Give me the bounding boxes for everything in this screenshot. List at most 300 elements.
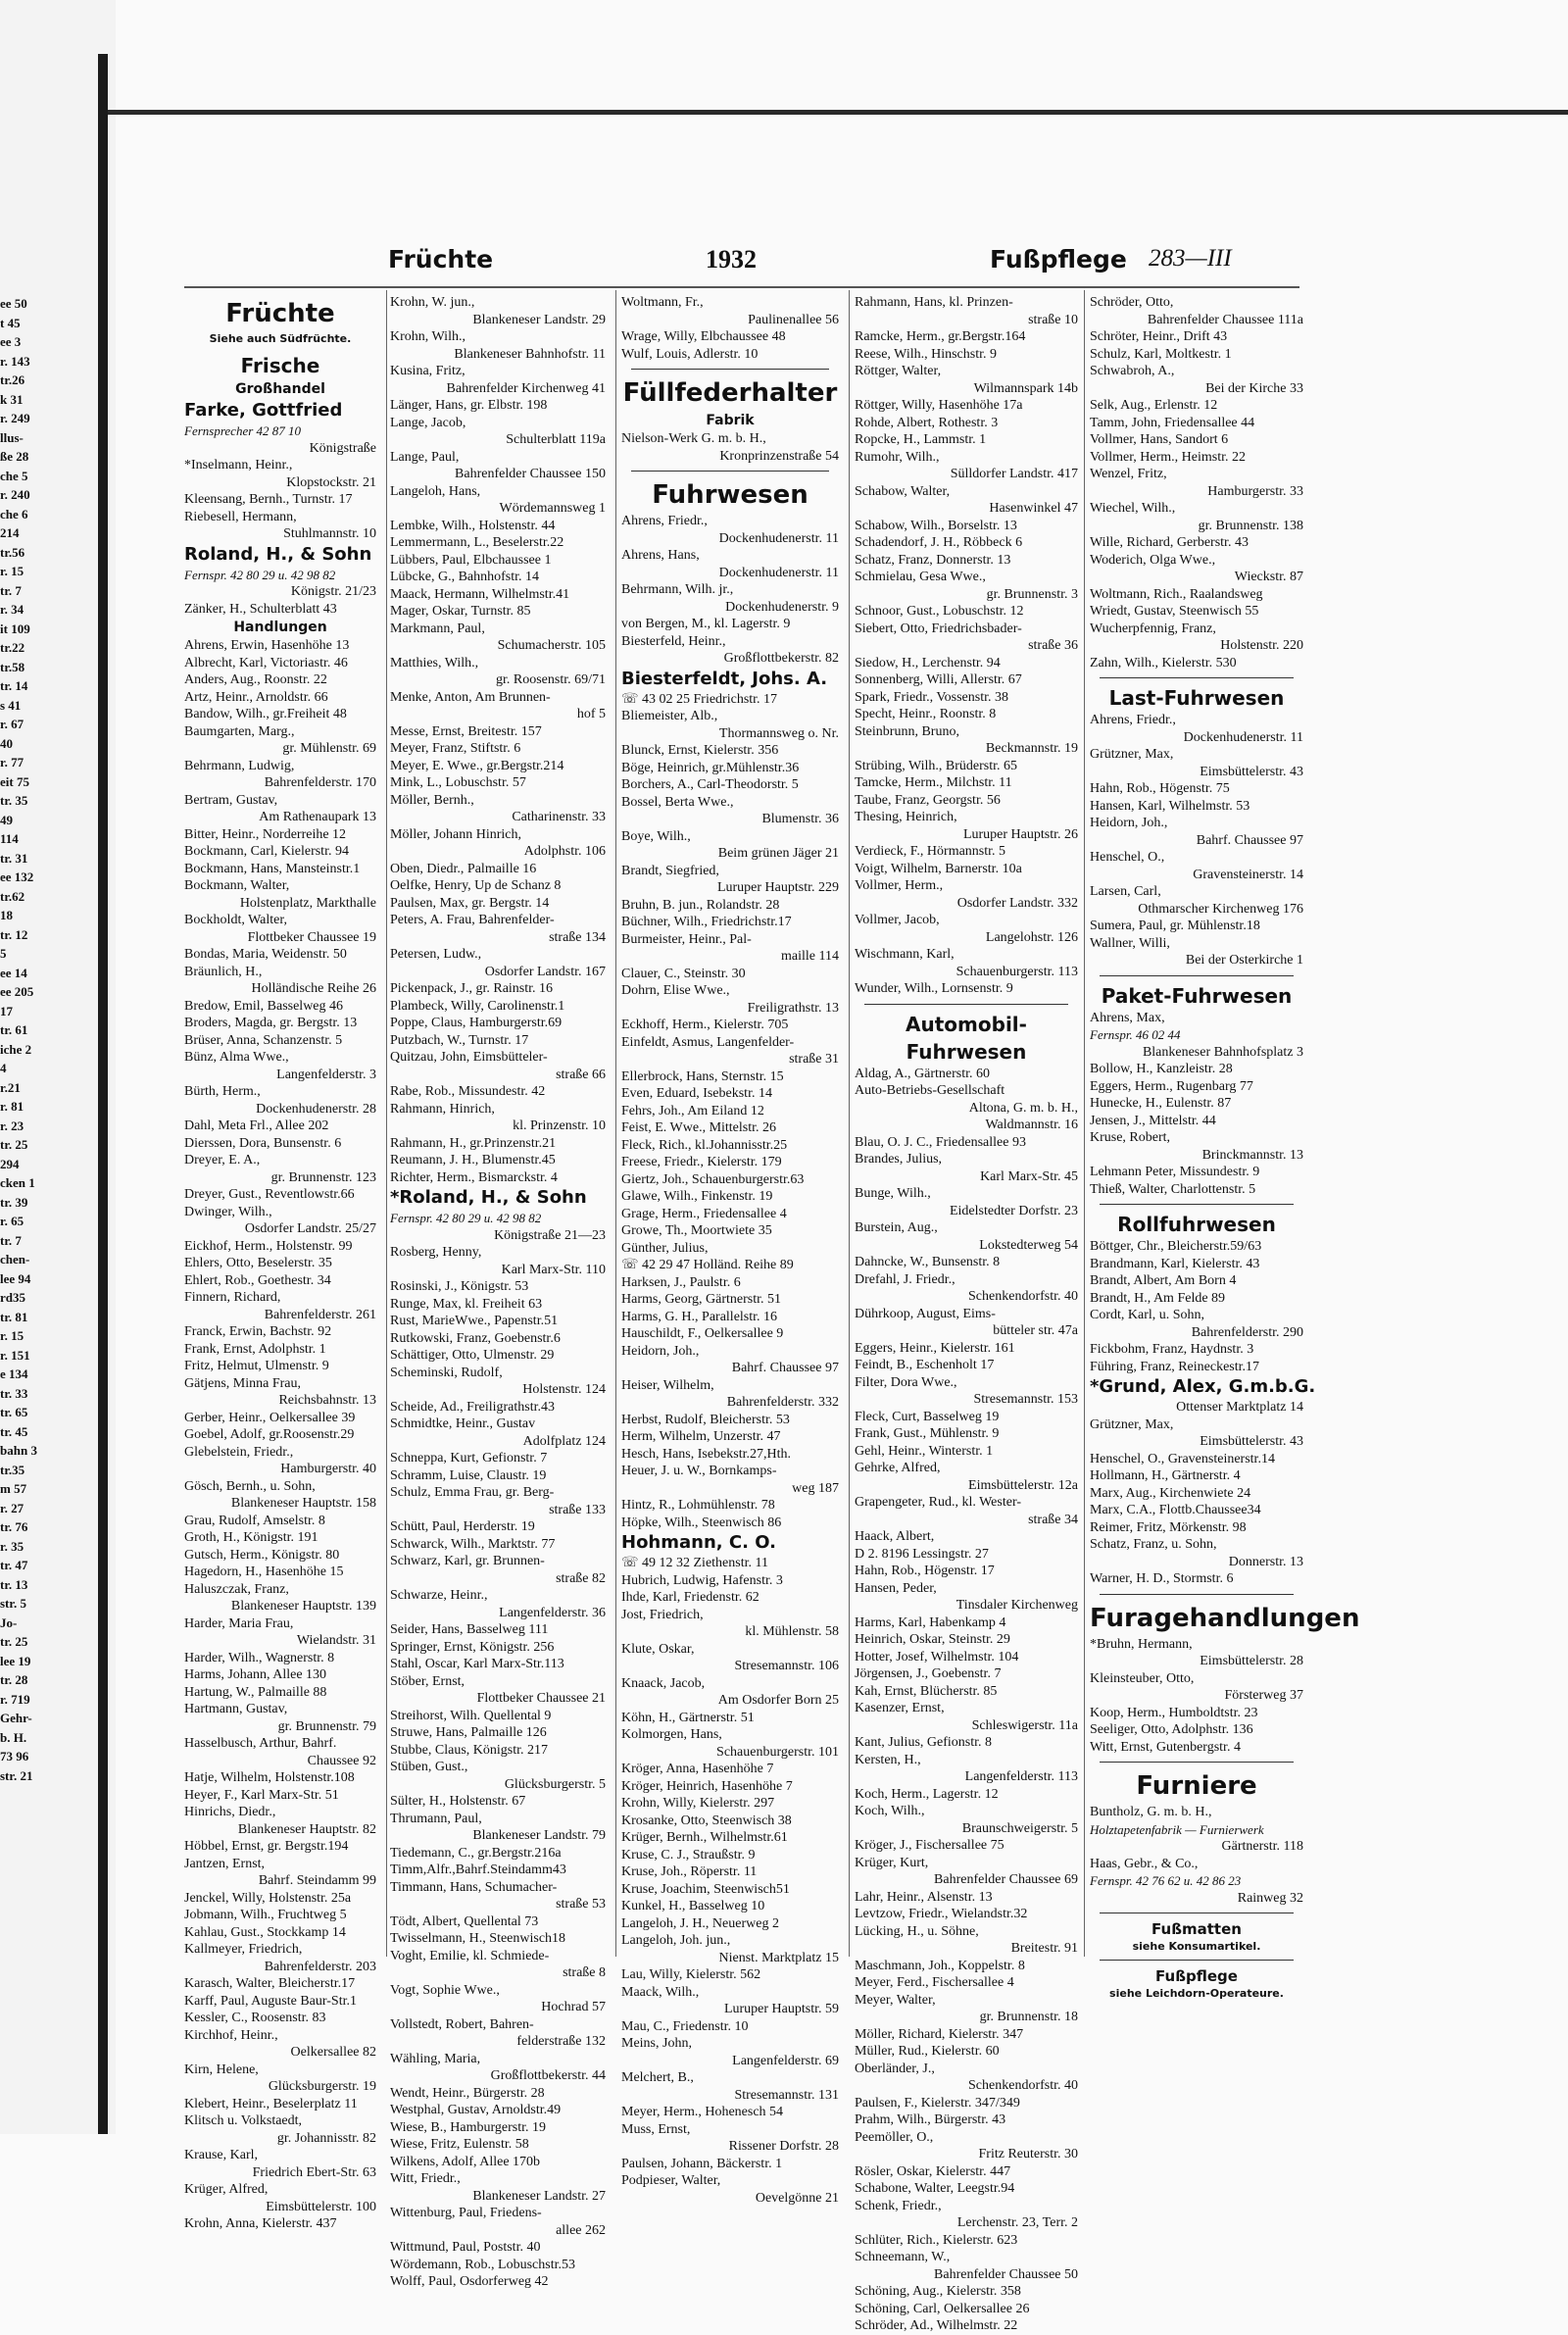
- section-heading: Paket-Fuhrwesen: [1101, 983, 1293, 1008]
- listing-entry: Reumann, J. H., Blumenstr.45: [390, 1153, 556, 1168]
- fragment-line: ee 205: [0, 984, 34, 999]
- listing-entry: Sumera, Paul, gr. Mühlenstr.18: [1090, 919, 1260, 933]
- section-divider: [1100, 1960, 1294, 1961]
- listing-entry: Cordt, Karl, u. Sohn,: [1090, 1308, 1205, 1322]
- section-heading: Rollfuhrwesen: [1117, 1213, 1276, 1236]
- listing-continuation: Adolfplatz 124: [522, 1433, 606, 1449]
- directory-column-1: [184, 294, 376, 2231]
- listing-continuation: Oelkersallee 82: [290, 2045, 376, 2060]
- listing-entry: Glawe, Wilh., Finkenstr. 19: [621, 1189, 773, 1204]
- listing-entry: Schättiger, Otto, Ulmenstr. 29: [390, 1348, 555, 1363]
- listing-entry: Kusina, Fritz,: [390, 364, 466, 378]
- fragment-line: str. 5: [0, 1596, 26, 1611]
- listing-continuation: Catharinenstr. 33: [512, 810, 606, 824]
- header-rule: [184, 286, 1299, 288]
- listing-entry: Jobmann, Wilh., Fruchtweg 5: [184, 1908, 347, 1922]
- listing-continuation: Bahrenfelder Kirchenweg 41: [446, 380, 606, 396]
- listing-continuation: Am Osdorfer Born 25: [717, 1693, 839, 1708]
- listing-continuation: Langenfelderstr. 69: [732, 2053, 839, 2068]
- listing-entry: Schabow, Wilh., Borselstr. 13: [855, 518, 1017, 533]
- listing-entry: Wille, Richard, Gerberstr. 43: [1090, 535, 1249, 550]
- bold-listing: Hohmann, C. O.: [621, 1532, 776, 1553]
- listing-entry: Haluszczak, Franz,: [184, 1581, 289, 1597]
- listing-entry: Westphal, Gustav, Arnoldstr.49: [390, 2103, 562, 2117]
- listing-entry: Vollmer, Hans, Sandort 6: [1090, 432, 1229, 447]
- fragment-line: r. 81: [0, 1099, 24, 1114]
- listing-entry: Mink, L., Lobuschstr. 57: [390, 775, 526, 790]
- listing-continuation: gr. Brunnenstr. 79: [277, 1718, 376, 1734]
- listing-entry: Wiese, B., Hamburgerstr. 19: [390, 2119, 546, 2135]
- listing-entry: Quitzau, John, Eimsbütteler-: [390, 1050, 548, 1065]
- listing-entry: Schlüter, Rich., Kielerstr. 623: [855, 2232, 1018, 2248]
- listing-entry: Broders, Magda, gr. Bergstr. 13: [184, 1016, 358, 1030]
- listing-continuation: straße 8: [563, 1965, 606, 1980]
- listing-continuation: Langenfelderstr. 36: [499, 1605, 606, 1620]
- listing-continuation: Luruper Hauptstr. 229: [716, 880, 839, 895]
- bold-listing: *Grund, Alex, G.m.b.G.: [1090, 1376, 1316, 1397]
- listing-continuation: Blankeneser Bahnhofsplatz 3: [1142, 1044, 1303, 1060]
- listing-continuation: Bei der Osterkirche 1: [1185, 953, 1303, 968]
- listing-entry: Dahl, Meta Frl., Allee 202: [184, 1118, 329, 1133]
- listing-entry: Kasenzer, Ernst,: [855, 1701, 945, 1715]
- listing-continuation: gr. Roosenstr. 69/71: [495, 672, 606, 687]
- fragment-line: tr. 65: [0, 1405, 28, 1419]
- column-divider: [386, 290, 387, 1957]
- listing-entry: Wiese, Fritz, Eulenstr. 58: [390, 2137, 529, 2152]
- section-heading: Automobil-Fuhrwesen: [906, 1012, 1027, 1064]
- fragment-line: tr. 7: [0, 1232, 22, 1248]
- listing-entry: Köhn, H., Gärtnerstr. 51: [621, 1710, 755, 1725]
- fragment-line: Gehr-: [0, 1711, 32, 1725]
- cross-reference-note: siehe Leichdorn-Operateure.: [1109, 1987, 1284, 2000]
- listing-entry: Krüger, Kurt,: [855, 1855, 929, 1870]
- fragment-line: 294: [0, 1156, 20, 1171]
- listing-continuation: Stresemannstr. 153: [973, 1392, 1078, 1407]
- listing-entry: Springer, Ernst, Königstr. 256: [390, 1639, 555, 1655]
- listing-entry: Ahrens, Hans,: [621, 548, 700, 563]
- listing-entry: Heiser, Wilhelm,: [621, 1377, 714, 1393]
- listing-entry: Wolff, Paul, Osdorferweg 42: [390, 2274, 549, 2289]
- fragment-line: r. 27: [0, 1500, 24, 1515]
- listing-entry: Woderich, Olga Wwe.,: [1090, 552, 1216, 568]
- listing-continuation: straße 53: [556, 1897, 606, 1912]
- listing-entry: Brandt, Albert, Am Born 4: [1090, 1273, 1237, 1288]
- listing-entry: Oelfke, Henry, Up de Schanz 8: [390, 878, 562, 893]
- section-heading: Füllfederhalter: [622, 378, 838, 408]
- listing-continuation: Nienst. Marktplatz 15: [718, 1950, 839, 1965]
- listing-entry: Bunge, Wilh.,: [855, 1186, 931, 1201]
- listing-continuation: Bei der Kirche 33: [1205, 380, 1303, 396]
- listing-entry: Feist, E. Wwe., Mittelstr. 26: [621, 1120, 777, 1135]
- listing-entry: Feindt, B., Eschenholt 17: [855, 1358, 995, 1372]
- listing-continuation: Wielandstr. 31: [296, 1633, 376, 1648]
- listing-entry: Koch, Herm., Lagerstr. 12: [855, 1786, 999, 1802]
- listing-entry: Fickbohm, Franz, Haydnstr. 3: [1090, 1342, 1254, 1357]
- listing-entry: Tiedemann, C., gr.Bergstr.216a: [390, 1845, 562, 1861]
- listing-entry: Kant, Julius, Gefionstr. 8: [855, 1735, 992, 1750]
- listing-entry: Vollstedt, Robert, Bahren-: [390, 2016, 534, 2032]
- listing-entry: Jensen, J., Mittelstr. 44: [1090, 1113, 1216, 1128]
- subsection-heading: Fabrik: [706, 413, 755, 428]
- listing-entry: Dreyer, Gust., Reventlowstr.66: [184, 1187, 355, 1202]
- listing-entry: Maack, Hermann, Wilhelmstr.41: [390, 586, 570, 602]
- fragment-line: k 31: [0, 391, 24, 407]
- listing-entry: Vollmer, Herm., Heimstr. 22: [1090, 449, 1246, 465]
- listing-entry: Wucherpfennig, Franz,: [1090, 621, 1216, 636]
- scan-frame-edge: [108, 110, 1568, 115]
- listing-continuation: Bahrenfelder Chaussee 50: [934, 2266, 1078, 2282]
- listing-entry: Krohn, Anna, Kielerstr. 437: [184, 2216, 337, 2231]
- fragment-line: r.21: [0, 1079, 21, 1095]
- listing-continuation: Paulinenallee 56: [748, 312, 839, 327]
- listing-entry: Tödt, Albert, Quellental 73: [390, 1913, 539, 1929]
- listing-continuation: straße 36: [1028, 638, 1078, 653]
- listing-entry: Wendt, Heinr., Bürgerstr. 28: [390, 2085, 545, 2101]
- listing-entry: Schadendorf, J. H., Röbbeck 6: [855, 535, 1023, 550]
- listing-continuation: Stresemannstr. 106: [734, 1659, 839, 1673]
- listing-entry: Twisselmann, H., Steenwisch18: [390, 1931, 566, 1946]
- listing-continuation: Osdorfer Landstr. 332: [956, 895, 1078, 911]
- listing-continuation: Othmarscher Kirchenweg 176: [1138, 901, 1303, 917]
- directory-column-2: [390, 294, 606, 2289]
- listing-entry: Vogt, Sophie Wwe.,: [390, 1982, 500, 1998]
- listing-entry: Bredow, Emil, Basselweg 46: [184, 998, 344, 1014]
- listing-entry: Riebesell, Hermann,: [184, 509, 297, 524]
- listing-entry: Ropcke, H., Lammstr. 1: [855, 432, 987, 447]
- listing-continuation: gr. Johannisstr. 82: [276, 2130, 376, 2146]
- subsection-heading: Handlungen: [233, 620, 327, 635]
- listing-entry: Meins, John,: [621, 2036, 692, 2051]
- listing-entry: Schenk, Friedr.,: [855, 2198, 942, 2213]
- running-header: [372, 245, 1303, 284]
- listing-entry: Rumohr, Wilh.,: [855, 449, 940, 465]
- listing-entry: Brandes, Julius,: [855, 1152, 943, 1167]
- listing-continuation: Stresemannstr. 131: [734, 2087, 839, 2103]
- listing-entry: Finnern, Richard,: [184, 1290, 281, 1305]
- listing-entry: Vollmer, Herm.,: [855, 878, 944, 893]
- listing-entry: Schramm, Luise, Claustr. 19: [390, 1467, 547, 1483]
- listing-entry: Böttger, Chr., Bleicherstr.59/63: [1090, 1239, 1262, 1254]
- listing-entry: Hesch, Hans, Isebekstr.27,Hth.: [621, 1446, 792, 1462]
- listing-continuation: Friedrich Ebert-Str. 63: [252, 2164, 376, 2180]
- fragment-line: chen-: [0, 1252, 30, 1267]
- listing-entry: Struwe, Hans, Palmaille 126: [390, 1725, 547, 1740]
- listing-continuation: Bahrenfelderstr. 332: [726, 1395, 839, 1410]
- listing-continuation: Luruper Hauptstr. 26: [962, 826, 1078, 842]
- listing-continuation: Blankeneser Hauptstr. 82: [237, 1821, 376, 1837]
- fragment-line: r. 719: [0, 1691, 30, 1707]
- section-heading: Fuhrwesen: [652, 480, 808, 510]
- listing-entry: Siebert, Otto, Friedrichsbader-: [855, 621, 1022, 636]
- listing-entry: Lehmann Peter, Missundestr. 9: [1090, 1165, 1260, 1179]
- listing-entry: Biesterfeld, Heinr.,: [621, 633, 726, 649]
- listing-entry: Grapengeter, Rud., kl. Wester-: [855, 1495, 1021, 1510]
- listing-entry: Selk, Aug., Erlenstr. 12: [1090, 398, 1218, 413]
- header-left-keyword: Früchte: [388, 245, 494, 273]
- listing-entry: Fritz, Helmut, Ulmenstr. 9: [184, 1359, 329, 1373]
- fragment-line: Jo-: [0, 1615, 18, 1630]
- bold-listing: Roland, H., & Sohn: [184, 543, 372, 565]
- listing-entry: Führing, Franz, Reineckestr.17: [1090, 1359, 1260, 1374]
- section-divider: [631, 369, 829, 370]
- fragment-line: r. 34: [0, 602, 24, 617]
- listing-entry: Frank, Ernst, Adolphstr. 1: [184, 1341, 326, 1357]
- listing-continuation: weg 187: [792, 1480, 839, 1496]
- listing-entry: Rutkowski, Franz, Goebenstr.6: [390, 1330, 561, 1346]
- listing-entry: Langeloh, Hans,: [390, 483, 481, 499]
- listing-entry: Strübing, Wilh., Brüderstr. 65: [855, 758, 1018, 773]
- fragment-line: tr. 47: [0, 1558, 28, 1572]
- listing-entry: Buntholz, G. m. b. H.,: [1090, 1805, 1212, 1819]
- header-year: 1932: [706, 245, 757, 273]
- listing-entry: Bondas, Maria, Weidenstr. 50: [184, 947, 347, 962]
- listing-entry: Zänker, H., Schulterblatt 43: [184, 601, 337, 617]
- listing-entry: Hunecke, H., Eulenstr. 87: [1090, 1096, 1232, 1111]
- listing-entry: Höpke, Wilh., Steenwisch 86: [621, 1515, 782, 1530]
- listing-continuation: Schulterblatt 119a: [506, 432, 606, 447]
- listing-continuation: Gravensteinerstr. 14: [1193, 867, 1303, 882]
- listing-entry: Artz, Heinr., Arnoldstr. 66: [184, 689, 328, 705]
- fragment-line: ee 3: [0, 334, 22, 349]
- listing-continuation: Schleswigerstr. 11a: [971, 1717, 1078, 1733]
- listing-entry: Blau, O. J. C., Friedensallee 93: [855, 1134, 1026, 1150]
- listing-entry: Clauer, C., Steinstr. 30: [621, 966, 746, 981]
- fragment-line: 214: [0, 525, 20, 540]
- listing-entry: Kleinsteuber, Otto,: [1090, 1670, 1195, 1686]
- section-divider: [1100, 677, 1294, 678]
- listing-continuation: straße 66: [556, 1067, 606, 1082]
- listing-entry: Jörgensen, J., Goebenstr. 7: [855, 1666, 1002, 1681]
- fragment-line: 49: [0, 812, 13, 827]
- fragment-line: tr. 61: [0, 1022, 28, 1037]
- listing-entry: Thieß, Walter, Charlottenstr. 5: [1090, 1181, 1256, 1197]
- fragment-line: tr. 31: [0, 850, 28, 866]
- listing-entry: ☏ 42 29 47 Holländ. Reihe 89: [621, 1258, 794, 1272]
- listing-continuation: maille 114: [781, 949, 839, 964]
- listing-entry: Hagedorn, H., Hasenhöhe 15: [184, 1565, 344, 1579]
- listing-entry: Krosanke, Otto, Steenwisch 38: [621, 1813, 792, 1828]
- listing-continuation: Bahrenfelder Chaussee 69: [934, 1872, 1078, 1887]
- listing-entry: Klitsch u. Volkstaedt,: [184, 2113, 303, 2128]
- listing-entry: Ehlert, Rob., Goethestr. 34: [184, 1272, 331, 1288]
- listing-entry: Bertram, Gustav,: [184, 792, 278, 808]
- listing-continuation: Altona, G. m. b. H.,: [968, 1100, 1078, 1116]
- listing-entry: Peters, A. Frau, Bahrenfelder-: [390, 913, 555, 927]
- listing-entry: Filter, Dora Wwe.,: [855, 1374, 957, 1390]
- page-number: 283—III: [1149, 245, 1232, 272]
- fragment-line: ee 50: [0, 296, 27, 311]
- listing-continuation: Bahrf. Steindamm 99: [258, 1873, 376, 1888]
- fragment-line: t 45: [0, 315, 21, 330]
- listing-entry: Dührkoop, August, Eims-: [855, 1306, 996, 1321]
- column-divider: [849, 290, 850, 1957]
- listing-continuation: Wieckstr. 87: [1234, 570, 1303, 584]
- listing-entry: Bossel, Berta Wwe.,: [621, 794, 734, 810]
- listing-continuation: Bahrf. Chaussee 97: [731, 1361, 839, 1375]
- listing-entry: Hinrichs, Diedr.,: [184, 1805, 276, 1819]
- subsection-heading: Großhandel: [235, 381, 325, 397]
- listing-entry: Glebelstein, Friedr.,: [184, 1444, 294, 1460]
- listing-entry: Meyer, Ferd., Fischersallee 4: [855, 1975, 1014, 1990]
- listing-entry: Röttger, Walter,: [855, 364, 942, 378]
- listing-entry: Melchert, B.,: [621, 2070, 694, 2085]
- listing-entry: Kröger, Heinrich, Hasenhöhe 7: [621, 1778, 793, 1794]
- listing-entry: Seider, Hans, Basselweg 111: [390, 1622, 549, 1637]
- fragment-line: tr.35: [0, 1462, 25, 1477]
- listing-continuation: Langenfelderstr. 3: [276, 1067, 376, 1082]
- listing-continuation: Stuhlmannstr. 10: [283, 526, 376, 541]
- listing-entry: Heyer, F., Karl Marx-Str. 51: [184, 1787, 339, 1803]
- fragment-line: tr.56: [0, 544, 25, 560]
- listing-entry: Bruhn, B. jun., Rolandstr. 28: [621, 897, 780, 913]
- listing-entry: Gehrke, Alfred,: [855, 1461, 941, 1475]
- listing-entry: Hatje, Wilhelm, Holstenstr.108: [184, 1770, 355, 1785]
- listing-entry: Langeloh, Joh. jun.,: [621, 1933, 731, 1948]
- listing-continuation: straße 134: [549, 929, 606, 945]
- fragment-line: ße 28: [0, 449, 29, 464]
- listing-entry: Franck, Erwin, Bachstr. 92: [184, 1324, 332, 1339]
- fragment-line: che 6: [0, 506, 28, 522]
- listing-continuation: Adolphstr. 106: [523, 844, 606, 859]
- listing-continuation: Wilmannspark 14b: [973, 380, 1078, 396]
- fragment-line: 5: [0, 946, 7, 961]
- listing-entry: Levtzow, Friedr., Wielandstr.32: [855, 1907, 1028, 1921]
- listing-entry: Timmann, Hans, Schumacher-: [390, 1879, 558, 1895]
- listing-entry: Hahn, Rob., Högenstr. 17: [855, 1564, 995, 1578]
- listing-entry: Krüger, Alfred,: [184, 2182, 269, 2197]
- listing-entry: Bräunlich, H.,: [184, 964, 263, 979]
- phone-line: Fernsprecher 42 87 10: [184, 423, 302, 438]
- listing-continuation: Rainweg 32: [1237, 1890, 1303, 1906]
- listing-entry: Spark, Friedr., Vossenstr. 38: [855, 689, 1008, 705]
- listing-entry: Harms, Karl, Habenkamp 4: [855, 1615, 1006, 1630]
- fragment-line: iche 2: [0, 1041, 32, 1057]
- listing-entry: Schatz, Franz, u. Sohn,: [1090, 1537, 1217, 1552]
- listing-entry: Schöning, Aug., Kielerstr. 358: [855, 2284, 1021, 2299]
- listing-entry: Kallmeyer, Friedrich,: [184, 1942, 303, 1957]
- listing-continuation: Schenkendorfstr. 40: [968, 2078, 1078, 2093]
- section-heading: Furniere: [1136, 1771, 1257, 1801]
- listing-continuation: Glücksburgerstr. 5: [504, 1776, 606, 1792]
- listing-entry: Henschel, O.,: [1090, 850, 1165, 865]
- listing-entry: Kirn, Helene,: [184, 2062, 259, 2077]
- listing-entry: Henschel, O., Gravensteinerstr.14: [1090, 1451, 1275, 1466]
- listing-entry: Kruse, Joh., Röperstr. 11: [621, 1864, 758, 1879]
- fragment-line: ee 14: [0, 965, 27, 980]
- fragment-line: tr. 39: [0, 1194, 28, 1210]
- listing-entry: Herm, Wilhelm, Unzerstr. 47: [621, 1429, 781, 1444]
- listing-entry: Klebert, Heinr., Beselerplatz 11: [184, 2096, 358, 2111]
- listing-continuation: Blankeneser Landstr. 29: [472, 312, 606, 327]
- directory-column-3: [621, 294, 839, 2206]
- listing-entry: Larsen, Carl,: [1090, 884, 1161, 899]
- listing-entry: Krohn, Wilh.,: [390, 329, 466, 344]
- listing-entry: Jenckel, Willy, Holstenstr. 25a: [184, 1890, 352, 1906]
- listing-entry: Siedow, H., Lerchenstr. 94: [855, 655, 1001, 671]
- fragment-line: r. 23: [0, 1118, 24, 1133]
- fragment-line: 73 96: [0, 1749, 29, 1764]
- listing-entry: Rohde, Albert, Rothestr. 3: [855, 415, 999, 430]
- listing-entry: Specht, Heinr., Roonstr. 8: [855, 707, 997, 721]
- listing-continuation: straße 31: [789, 1052, 839, 1067]
- listing-entry: Wördemann, Rob., Lobuschstr.53: [390, 2257, 575, 2272]
- listing-entry: Rabe, Rob., Missundestr. 42: [390, 1084, 546, 1099]
- column-divider: [1084, 290, 1085, 1957]
- listing-entry: Putzbach, W., Turnstr. 17: [390, 1032, 529, 1048]
- listing-entry: Bockmann, Hans, Mansteinstr.1: [184, 861, 361, 876]
- listing-entry: Länger, Hans, gr. Elbstr. 198: [390, 398, 548, 413]
- column-divider: [615, 290, 616, 1957]
- listing-entry: Schneemann, W.,: [855, 2250, 951, 2264]
- listing-entry: Grützner, Max,: [1090, 747, 1174, 762]
- listing-entry: Burstein, Aug.,: [855, 1220, 938, 1235]
- listing-entry: Podpieser, Walter,: [621, 2173, 721, 2188]
- listing-entry: Burmeister, Heinr., Pal-: [621, 931, 752, 947]
- listing-entry: Fleck, Curt, Basselweg 19: [855, 1409, 1000, 1424]
- listing-entry: Messe, Ernst, Breitestr. 157: [390, 723, 542, 739]
- listing-continuation: Waldmannstr. 16: [985, 1118, 1078, 1132]
- listing-entry: Oberländer, J.,: [855, 2061, 935, 2076]
- listing-entry: Günther, Julius,: [621, 1240, 709, 1256]
- listing-continuation: Am Rathenaupark 13: [259, 810, 376, 824]
- listing-continuation: Beim grünen Jäger 21: [717, 846, 839, 861]
- listing-entry: Müller, Rud., Kielerstr. 60: [855, 2044, 1000, 2059]
- listing-continuation: Donnerstr. 13: [1228, 1554, 1303, 1569]
- listing-continuation: Gärtnerstr. 118: [1221, 1839, 1303, 1854]
- listing-entry: Maack, Wilh.,: [621, 1984, 700, 2000]
- fragment-line: tr.22: [0, 640, 25, 655]
- listing-continuation: Hochrad 57: [541, 2000, 606, 2014]
- listing-entry: Ahrens, Erwin, Hasenhöhe 13: [184, 638, 350, 653]
- listing-entry: Albrecht, Karl, Victoriastr. 46: [184, 655, 348, 671]
- fragment-line: m 57: [0, 1481, 27, 1496]
- fragment-line: str. 21: [0, 1767, 33, 1783]
- listing-entry: Mager, Oskar, Turnstr. 85: [390, 604, 531, 619]
- listing-entry: Kruse, Joachim, Steenwisch51: [621, 1881, 790, 1897]
- listing-continuation: straße 10: [1028, 312, 1078, 327]
- fragment-line: tr. 25: [0, 1137, 28, 1152]
- listing-entry: Dierssen, Dora, Bunsenstr. 6: [184, 1135, 342, 1151]
- listing-entry: Marx, Aug., Kirchenwiete 24: [1090, 1485, 1251, 1501]
- listing-entry: Ramcke, Herm., gr.Bergstr.164: [855, 329, 1026, 344]
- listing-entry: Koch, Wilh.,: [855, 1804, 925, 1818]
- header-right-keyword: Fußpflege: [990, 245, 1127, 273]
- listing-continuation: Karl Marx-Str. 45: [980, 1168, 1078, 1184]
- listing-entry: Meyer, E. Wwe., gr.Bergstr.214: [390, 758, 564, 773]
- fragment-line: lee 19: [0, 1653, 31, 1668]
- listing-continuation: Bahrenfelder Chaussee 150: [455, 467, 606, 481]
- listing-continuation: Fritz Reuterstr. 30: [978, 2147, 1078, 2161]
- phone-line: Fernspr. 42 80 29 u. 42 98 82: [390, 1211, 542, 1225]
- listing-entry: Ellerbrock, Hans, Sternstr. 15: [621, 1068, 784, 1084]
- listing-entry: Verdieck, F., Hörmannstr. 5: [855, 844, 1006, 859]
- fragment-line: 114: [0, 831, 19, 846]
- listing-continuation: Beckmannstr. 19: [985, 741, 1078, 756]
- listing-entry: Kersten, H.,: [855, 1752, 921, 1767]
- listing-entry: Wriedt, Gustav, Steenwisch 55: [1090, 604, 1259, 619]
- listing-entry: Pickenpack, J., gr. Rainstr. 16: [390, 981, 554, 996]
- listing-entry: Kröger, Anna, Hasenhöhe 7: [621, 1762, 774, 1776]
- listing-entry: Möller, Richard, Kielerstr. 347: [855, 2026, 1024, 2042]
- listing-entry: Kunkel, H., Basselweg 10: [621, 1899, 765, 1913]
- listing-entry: Lahr, Heinr., Alsenstr. 13: [855, 1889, 993, 1905]
- listing-entry: Dahncke, W., Bunsenstr. 8: [855, 1255, 1001, 1269]
- fragment-line: ee 132: [0, 869, 34, 884]
- section-heading: Furagehandlungen: [1090, 1603, 1360, 1633]
- listing-entry: Scheide, Ad., Freiligrathstr.43: [390, 1399, 555, 1415]
- listing-entry: Schwarze, Heinr.,: [390, 1588, 488, 1603]
- fragment-line: b. H.: [0, 1729, 27, 1745]
